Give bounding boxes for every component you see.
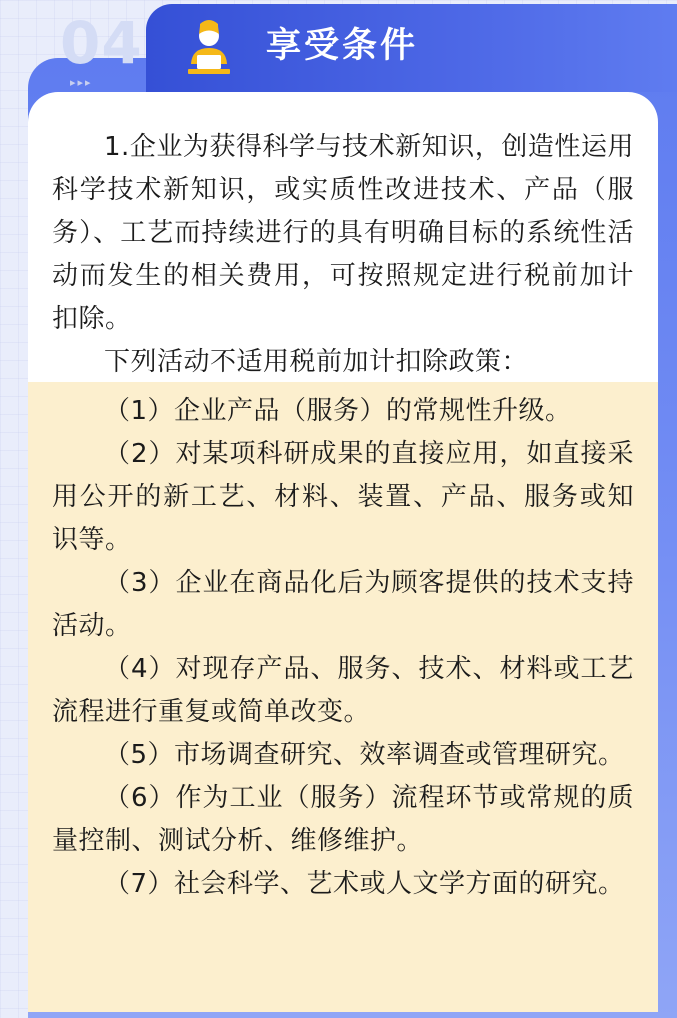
content-card <box>28 92 658 1012</box>
list-item: （6）作为工业（服务）流程环节或常规的质量控制、测试分析、维修维护。 <box>52 783 634 856</box>
list-item: （2）对某项科研成果的直接应用，如直接采用公开的新工艺、材料、装置、产品、服务或知识等。 <box>52 439 634 555</box>
exclusion-list-panel <box>28 382 658 1012</box>
list-item: （7）社会科学、艺术或人文学方面的研究。 <box>104 869 625 899</box>
exclusion-intro: 下列活动不适用税前加计扣除政策： <box>104 347 529 377</box>
card-body <box>52 126 634 384</box>
section-title: 享受条件 <box>266 26 419 66</box>
list-item: （4）对现存产品、服务、技术、材料或工艺流程进行重复或简单改变。 <box>52 654 634 727</box>
list-item: （1）企业产品（服务）的常规性升级。 <box>104 396 572 426</box>
list-item: （3）企业在商品化后为顾客提供的技术支持活动。 <box>52 568 634 641</box>
person-at-laptop-icon <box>186 18 232 80</box>
section-dots: ▸▸▸ <box>70 76 93 89</box>
list-item: （5）市场调查研究、效率调查或管理研究。 <box>104 740 625 770</box>
section-number: 04 <box>60 9 143 77</box>
definition-paragraph: 1.企业为获得科学与技术新知识，创造性运用科学技术新知识，或实质性改进技术、产品（服务）、工艺而持续进行的具有明确目标的系统性活动而发生的相关费用，可按照规定进行税前加计扣除。 <box>52 132 634 334</box>
exclusion-list <box>52 390 634 906</box>
